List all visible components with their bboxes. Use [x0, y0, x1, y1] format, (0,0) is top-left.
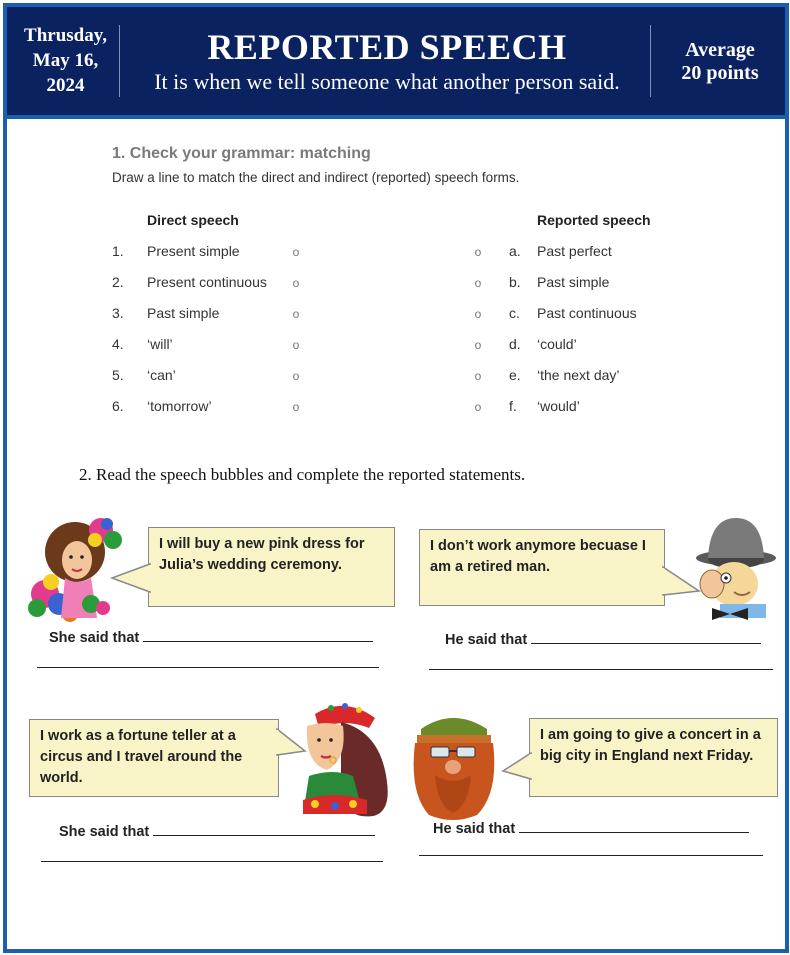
reported-answer-line	[433, 818, 749, 837]
speech-bubble-text: I am going to give a concert in a big city in England next Friday.	[540, 727, 761, 764]
speech-bubble	[29, 719, 279, 797]
match-dot-left[interactable]: o	[292, 307, 300, 321]
header-banner	[7, 7, 785, 119]
direct-form: ‘will’	[147, 336, 173, 352]
answer-blank[interactable]	[519, 818, 749, 833]
score-label: Average	[685, 39, 755, 61]
match-dot-right[interactable]: o	[474, 369, 482, 383]
reported-form: Past simple	[537, 274, 610, 290]
worksheet-page	[3, 3, 789, 953]
date-line: May 16,	[32, 50, 99, 71]
row-letter: a.	[509, 243, 521, 259]
page-title: REPORTED SPEECH	[207, 27, 567, 67]
direct-speech-header: Direct speech	[147, 212, 239, 228]
page-subtitle: It is when we tell someone what another person said.	[154, 69, 620, 94]
match-dot-right[interactable]: o	[474, 400, 482, 414]
reported-form: ‘would’	[537, 398, 580, 414]
row-letter: f.	[509, 398, 517, 414]
row-letter: e.	[509, 367, 521, 383]
exercise1-title: 1. Check your grammar: matching	[112, 145, 371, 162]
answer-prompt: He said that	[445, 632, 528, 648]
answer-blank[interactable]	[143, 627, 373, 642]
date-line: Thrusday,	[24, 25, 107, 46]
reported-form: Past continuous	[537, 305, 637, 321]
match-dot-left[interactable]: o	[292, 369, 300, 383]
date-line: 2024	[46, 75, 85, 96]
speech-bubble	[529, 718, 778, 797]
speech-bubble-tail	[110, 562, 152, 596]
match-dot-right[interactable]: o	[474, 338, 482, 352]
speech-bubble-text: I don’t work anymore becuase I am a retired man.	[430, 538, 646, 575]
exercise1-instruction: Draw a line to match the direct and indirect (reported) speech forms.	[112, 170, 520, 185]
reported-form: ‘the next day’	[537, 367, 620, 383]
matching-row	[7, 305, 785, 325]
row-number: 6.	[112, 398, 124, 414]
speech-bubble	[419, 529, 665, 606]
header-divider	[119, 25, 120, 97]
matching-row	[7, 336, 785, 356]
reported-speech-header: Reported speech	[537, 212, 651, 228]
score-block	[657, 39, 783, 85]
answer-blank[interactable]	[153, 821, 375, 836]
answer-prompt: He said that	[433, 821, 516, 837]
speech-bubble-text: I work as a fortune teller at a circus and I travel around the world.	[40, 728, 243, 786]
score-value: 20 points	[681, 62, 759, 84]
match-dot-right[interactable]: o	[474, 276, 482, 290]
answer-prompt: She said that	[59, 824, 150, 840]
row-letter: c.	[509, 305, 520, 321]
exercise2-title: 2. Read the speech bubbles and complete the reported statements.	[79, 465, 526, 484]
matching-row	[7, 398, 785, 418]
reported-answer-line	[59, 821, 375, 840]
direct-form: Present continuous	[147, 274, 267, 290]
row-number: 3.	[112, 305, 124, 321]
direct-form: Past simple	[147, 305, 220, 321]
reported-form: ‘could’	[537, 336, 577, 352]
header-divider	[650, 25, 651, 97]
matching-row	[7, 243, 785, 263]
direct-form: ‘tomorrow’	[147, 398, 212, 414]
matching-row	[7, 274, 785, 294]
answer-blank[interactable]	[419, 855, 763, 856]
matching-row	[7, 367, 785, 387]
bowler-hat-man-illustration	[690, 512, 778, 627]
reported-answer-line	[445, 629, 761, 648]
direct-form: ‘can’	[147, 367, 176, 383]
speech-bubble	[148, 527, 395, 607]
fortune-teller-illustration	[285, 700, 395, 818]
row-number: 5.	[112, 367, 124, 383]
match-dot-left[interactable]: o	[292, 245, 300, 259]
answer-blank[interactable]	[531, 629, 761, 644]
match-dot-left[interactable]: o	[292, 400, 300, 414]
speech-bubble-text: I will buy a new pink dress for Julia’s wedding ceremony.	[159, 536, 365, 573]
match-dot-left[interactable]: o	[292, 338, 300, 352]
answer-blank[interactable]	[41, 861, 383, 862]
date-block	[13, 23, 118, 98]
hippie-man-illustration	[411, 705, 497, 823]
row-number: 2.	[112, 274, 124, 290]
match-dot-right[interactable]: o	[474, 245, 482, 259]
reported-answer-line	[49, 627, 373, 646]
answer-blank[interactable]	[429, 669, 773, 670]
match-dot-left[interactable]: o	[292, 276, 300, 290]
row-letter: b.	[509, 274, 521, 290]
answer-prompt: She said that	[49, 630, 140, 646]
row-number: 4.	[112, 336, 124, 352]
row-letter: d.	[509, 336, 521, 352]
row-number: 1.	[112, 243, 124, 259]
answer-blank[interactable]	[37, 667, 379, 668]
reported-form: Past perfect	[537, 243, 612, 259]
match-dot-right[interactable]: o	[474, 307, 482, 321]
direct-form: Present simple	[147, 243, 240, 259]
speech-bubble-tail	[501, 749, 533, 783]
